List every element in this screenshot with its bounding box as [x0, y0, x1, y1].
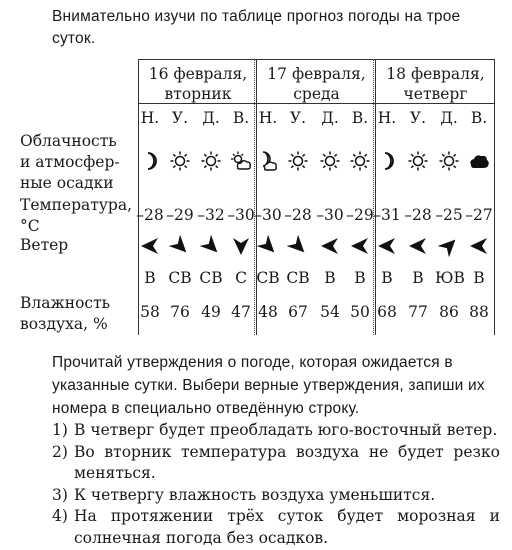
day-date: 18 февраля, — [386, 65, 485, 83]
wind-arrow-northeast-icon — [287, 235, 309, 257]
wind-direction: СВ — [199, 269, 223, 287]
temperature-value: –29 — [346, 206, 374, 224]
period-label: У. — [289, 109, 307, 127]
day-weekday: среда — [293, 85, 340, 103]
humidity-value: 67 — [288, 303, 308, 321]
sun-icon — [287, 150, 309, 172]
day-date: 17 февраля, — [267, 65, 366, 83]
temperature-value: –28 — [284, 206, 312, 224]
row-label-temperature: Температура, °C — [20, 196, 133, 235]
intro-text: Внимательно изучи по таблице прогноз погоды на трое суток. — [52, 8, 461, 47]
row-label-humidity: Влажность воздуха, % — [20, 294, 111, 333]
sun-icon — [200, 150, 222, 172]
humidity-value: 54 — [320, 303, 340, 321]
period-label: Д. — [321, 109, 339, 127]
wind-arrow-west-icon — [139, 235, 161, 257]
table-right-border — [494, 59, 495, 335]
statement-4: 4) На протяжении трёх суток будет морозная и солнечная погода без осадков. — [52, 507, 500, 547]
wind-arrow-west-icon — [407, 235, 429, 257]
period-label: Н. — [140, 109, 160, 127]
temperature-value: –27 — [465, 206, 493, 224]
humidity-value: 49 — [201, 303, 221, 321]
day-weekday: вторник — [164, 85, 232, 103]
wind-direction: СВ — [168, 269, 192, 287]
wind-arrow-west-icon — [468, 235, 490, 257]
temperature-value: –28 — [136, 206, 164, 224]
statement-2: 2) Во вторник температура воздуха не будет резко меняться. — [52, 442, 500, 483]
humidity-value: 47 — [231, 303, 251, 321]
wind-direction: В — [324, 269, 336, 287]
wind-arrow-southeast-icon — [438, 235, 460, 257]
statements-list — [52, 420, 500, 550]
row-label-wind: Ветер — [20, 236, 69, 254]
moon-cloud-icon — [257, 150, 279, 172]
period-label: В. — [232, 109, 250, 127]
moon-icon — [376, 150, 398, 172]
temperature-value: –31 — [373, 206, 401, 224]
humidity-value: 88 — [469, 303, 489, 321]
period-label: Н. — [258, 109, 278, 127]
humidity-value: 68 — [377, 303, 397, 321]
moon-icon — [139, 150, 161, 172]
wind-direction: В — [144, 269, 156, 287]
period-label: Д. — [202, 109, 220, 127]
period-label: В. — [351, 109, 369, 127]
dark-cloud-icon — [468, 150, 490, 172]
wind-arrow-west-icon — [319, 235, 341, 257]
wind-direction: СВ — [256, 269, 280, 287]
wind-direction: ЮВ — [435, 269, 465, 287]
wind-direction: В — [354, 269, 366, 287]
humidity-value: 50 — [350, 303, 370, 321]
day-header-3 — [377, 64, 494, 104]
wind-direction: В — [473, 269, 485, 287]
sun-icon — [407, 150, 429, 172]
row-label-clouds: Облачность и атмосфер- ные осадки — [20, 132, 120, 192]
wind-arrow-west-icon — [349, 235, 371, 257]
sun-cloud-icon — [230, 150, 252, 172]
period-label: В. — [470, 109, 488, 127]
sun-icon — [169, 150, 191, 172]
sun-icon — [438, 150, 460, 172]
temperature-value: –30 — [316, 206, 344, 224]
period-label: Н. — [377, 109, 397, 127]
sun-icon — [349, 150, 371, 172]
temperature-value: –30 — [227, 206, 255, 224]
wind-direction: В — [412, 269, 424, 287]
day-header-2 — [258, 64, 375, 104]
wind-direction: В — [381, 269, 393, 287]
temperature-value: –32 — [197, 206, 225, 224]
day-date: 16 февраля, — [148, 65, 248, 83]
humidity-value: 48 — [258, 303, 278, 321]
temperature-value: –30 — [254, 206, 282, 224]
period-label: Д. — [440, 109, 458, 127]
table-top-border — [138, 59, 495, 60]
temperature-value: –28 — [404, 206, 432, 224]
wind-arrow-northeast-icon — [169, 235, 191, 257]
wind-direction: СВ — [286, 269, 310, 287]
wind-arrow-south-icon — [230, 235, 252, 257]
temperature-value: –29 — [166, 206, 194, 224]
period-label: У. — [171, 109, 189, 127]
wind-arrow-west-icon — [376, 235, 398, 257]
period-label: У. — [409, 109, 427, 127]
day-weekday: четверг — [403, 85, 468, 103]
humidity-value: 86 — [439, 303, 459, 321]
wind-arrow-northeast-icon — [200, 235, 222, 257]
temperature-value: –25 — [435, 206, 463, 224]
wind-direction: С — [235, 269, 247, 287]
humidity-value: 76 — [170, 303, 190, 321]
statement-3: 3) К четвергу влажность воздуха уменьшится. — [52, 485, 436, 504]
prompt-text: Прочитай утверждения о погоде, которая ожидается в указанные сутки. Выбери верные утверждения, запиши их номера в специально отведённую строку. — [52, 354, 485, 417]
sun-icon — [319, 150, 341, 172]
day-header-1 — [140, 64, 256, 104]
humidity-value: 77 — [408, 303, 428, 321]
statement-1: 1) В четверг будет преобладать юго-восточный ветер. — [52, 421, 498, 439]
wind-arrow-northeast-icon — [257, 235, 279, 257]
humidity-value: 58 — [140, 303, 160, 321]
